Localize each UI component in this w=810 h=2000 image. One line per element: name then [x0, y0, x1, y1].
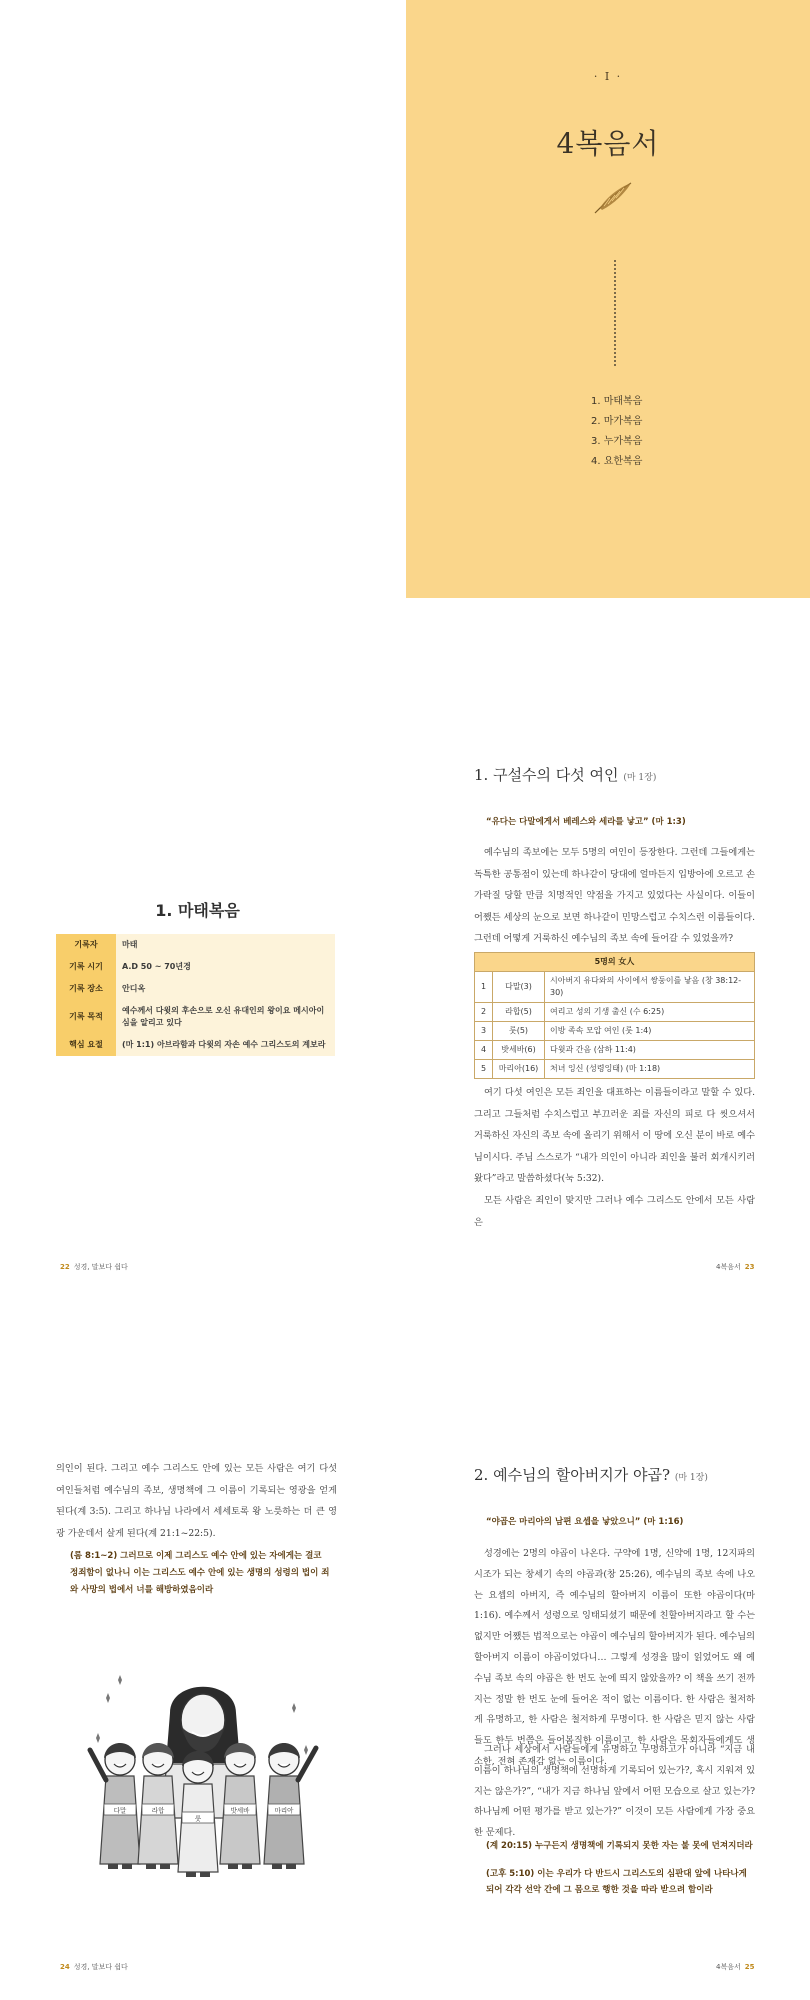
table-row [475, 1041, 755, 1060]
name-tag-label: 다말 [113, 1806, 127, 1815]
book-info-table [56, 934, 335, 1056]
running-title: 4복음서 [716, 1263, 741, 1271]
chapter-cover [406, 0, 810, 598]
name-tag-label: 밧세바 [230, 1806, 250, 1815]
key-verse: (계 20:15) 누구든지 생명책에 기록되지 못한 자는 불 못에 던져지더라 [486, 1841, 753, 1851]
row-number: 3 [475, 1022, 493, 1041]
key-verse: (고후 5:10) 이는 우리가 다 반드시 그리스도의 심판대 앞에 나타나게 되어 각각 선악 간에 그 몸으로 행한 것을 따라 받으려 함이라 [486, 1869, 747, 1895]
info-value: A.D 50 ~ 70년경 [116, 956, 335, 978]
body-paragraph: 성경에는 2명의 야곱이 나온다. 구약에 1명, 신약에 1명, 12지파의 시조가 되는 창세기 속의 야곱과(창 25:26), 예수님의 족보 속에 나오는 요셉의 아버지, 즉 예수님의 할아버지 이름이 또한 야곱이다(마 1:16). 예수께서 성령으로 잉태되셨기 때문에 친할아버지라고 할 수는 없지만 어쨌든 법적으로는 야곱이 예수님의 할아버지가 된다. 예수님의 할아버지 이름이 야곱이었다니… 그렇게 성경을 많이 읽었어도 왜 예수님 족보 속의 야곱은 한 번도 눈에 띄지 않았을까? 이 책을 쓰기 전까지는 정말 한 번도 눈에 들어온 적이 없는 이름이다. 한 사람은 철저하게 유명하고, 한 사람은 철저하게 무명이다. 한 사람은 믿지 않는 사람들도 한두 번쯤은 들어봄직한 이름이고, 한 사람은 목회자들에게도 생소한, 전혀 존재감 없는 이름이다. [474, 1548, 755, 1767]
page-number: 25 [744, 1963, 755, 1971]
section-title-ref: (마 1장) [623, 773, 657, 783]
info-value: (마 1:1) 아브라함과 다윗의 자손 예수 그리스도의 계보라 [116, 1034, 335, 1056]
table-row [56, 934, 335, 956]
book-title-matthew: 1. 마태복음 [155, 901, 240, 920]
chapter-toc [591, 392, 642, 472]
section-title-text: 1. 구설수의 다섯 여인 [474, 766, 619, 784]
woman-foot [286, 1864, 296, 1869]
name-tag-label: 라합 [151, 1806, 165, 1815]
section-title [474, 1464, 708, 1485]
section-title-ref: (마 1장) [674, 1473, 708, 1483]
body-paragraph: 모든 사람은 죄인이 맞지만 그러나 예수 그리스도 안에서 모든 사람은 [474, 1195, 755, 1228]
body-paragraph: 그러나 세상에서 사람들에게 유명하고 무명하고가 아니라 “지금 내 이름이 하나님의 생명책에 선명하게 기록되어 있는가?, 혹시 지워져 있지는 않은가?”, “내가 지금 하나님 앞에서 어떤 모습으로 살고 있는가? 하나님께 어떤 평가를 받고 있는가?” 이것이 모든 사람에게 가장 중요한 문제다. [474, 1744, 755, 1839]
woman-desc: 다윗과 간음 (삼하 11:4) [545, 1041, 755, 1060]
page-number: 22 [60, 1263, 70, 1271]
body-paragraph: 의인이 된다. 그리고 예수 그리스도 안에 있는 모든 사람은 여기 다섯 여인들처럼 예수님의 족보, 생명책에 그 이름이 기록되는 영광을 얻게 된다(계 3:5). 그리고 하나님 나라에서 세세토록 왕 노릇하는 더 큰 영광 가운데서 살게 된다(계 21:1~22:5). [56, 1463, 337, 1539]
woman-desc: 시아버지 유다와의 사이에서 쌍둥이를 낳음 (창 38:12-30) [545, 972, 755, 1003]
table-row [475, 1060, 755, 1079]
table-row [56, 1034, 335, 1056]
table-row [475, 1022, 755, 1041]
info-label: 기록 시기 [56, 956, 116, 978]
table-row [475, 1003, 755, 1022]
woman-foot [160, 1864, 170, 1869]
page-footer [716, 1962, 759, 1972]
woman-dress [264, 1776, 304, 1864]
woman-name: 밧세바(6) [493, 1041, 545, 1060]
woman-dress [220, 1776, 260, 1864]
woman-foot [146, 1864, 156, 1869]
dotted-divider [614, 260, 616, 366]
body-paragraph: 여기 다섯 여인은 모든 죄인을 대표하는 이름들이라고 말할 수 있다. 그리고 그들처럼 수치스럽고 부끄러운 죄를 자신의 피로 다 씻으셔서 거룩하신 자신의 족보 속에 올리기 위해서 이 땅에 오신 분이 바로 예수님이시다. 주님 스스로가 “내가 의인이 아니라 죄인을 불러 회개시키러 왔다”라고 말씀하셨다(눅 5:32). [474, 1087, 755, 1184]
info-value: 안디옥 [116, 978, 335, 1000]
woman-foot [186, 1872, 196, 1877]
people-illustration [80, 1668, 326, 1896]
woman-dress [138, 1776, 178, 1864]
row-number: 2 [475, 1003, 493, 1022]
five-women-table [474, 952, 755, 1079]
table-row [475, 972, 755, 1003]
toc-item[interactable]: 3. 누가복음 [591, 436, 643, 447]
sparkle-icon [106, 1693, 110, 1703]
info-label: 기록 장소 [56, 978, 116, 1000]
table-header: 5명의 女人 [475, 953, 755, 972]
page-footer [716, 1262, 759, 1272]
row-number: 5 [475, 1060, 493, 1079]
woman-desc: 처녀 잉신 (성령잉태) (마 1:18) [545, 1060, 755, 1079]
sparkle-icon [118, 1675, 122, 1685]
name-tag-label: 룻 [194, 1814, 202, 1823]
key-verse: “유다는 다말에게서 베레스와 세라를 낳고” (마 1:3) [486, 817, 686, 827]
section-title [474, 764, 656, 785]
page-number: 24 [60, 1963, 70, 1971]
woman-foot [108, 1864, 118, 1869]
name-tag-label: 마리아 [274, 1806, 294, 1815]
info-value: 예수께서 다윗의 후손으로 오신 유대인의 왕이요 메시아이심을 알리고 있다 [116, 1000, 335, 1034]
table-row [56, 978, 335, 1000]
running-title: 4복음서 [716, 1963, 741, 1971]
row-number: 1 [475, 972, 493, 1003]
woman-dress [100, 1776, 140, 1864]
raised-arm [90, 1750, 106, 1780]
woman-desc: 여리고 성의 기생 출신 (수 6:25) [545, 1003, 755, 1022]
info-label: 기록 목적 [56, 1000, 116, 1034]
woman-foot [228, 1864, 238, 1869]
woman-desc: 이방 족속 모압 여인 (룻 1:4) [545, 1022, 755, 1041]
woman-foot [242, 1864, 252, 1869]
page-footer [56, 1962, 128, 1972]
page-number: 23 [744, 1263, 755, 1271]
feather-icon [592, 180, 634, 216]
toc-item[interactable]: 4. 요한복음 [591, 456, 643, 467]
woman-name: 마리아(16) [493, 1060, 545, 1079]
woman-dress [178, 1784, 218, 1872]
body-paragraph: 예수님의 족보에는 모두 5명의 여인이 등장한다. 그런데 그들에게는 독특한 공통점이 있는데 하나같이 당대에 얼마든지 입방아에 오르고 손가락질 당할 만큼 치명적인 약점을 가지고 있었다는 사실이다. 이들이 어쨌든 세상의 눈으로 보면 하나같이 민망스럽고 수치스런 이름들이다. 그런데 어떻게 거룩하신 예수님의 족보 속에 들어갈 수 있었을까? [474, 847, 755, 944]
raised-arm [298, 1748, 316, 1780]
table-row [56, 1000, 335, 1034]
toc-item[interactable]: 1. 마태복음 [591, 396, 643, 407]
running-title: 성경, 말보다 쉽다 [73, 1963, 128, 1971]
chapter-number: · I · [593, 70, 623, 83]
woman-name: 라합(5) [493, 1003, 545, 1022]
key-verse: (롬 8:1~2) 그러므로 이제 그리스도 예수 안에 있는 자에게는 결코 정죄함이 없나니 이는 그리스도 예수 안에 있는 생명의 성령의 법이 죄와 사망의 법에서 너를 해방하였음이라 [70, 1551, 330, 1595]
woman-foot [122, 1864, 132, 1869]
section-title-text: 2. 예수님의 할아버지가 야곱? [474, 1466, 671, 1484]
sparkle-icon [304, 1745, 308, 1755]
info-label: 기록자 [56, 934, 116, 956]
woman-name: 다말(3) [493, 972, 545, 1003]
table-row [56, 956, 335, 978]
woman-foot [200, 1872, 210, 1877]
running-title: 성경, 말보다 쉽다 [73, 1263, 128, 1271]
page-footer [56, 1262, 128, 1272]
woman-foot [272, 1864, 282, 1869]
chapter-title: 4복음서 [556, 127, 660, 160]
woman-name: 룻(5) [493, 1022, 545, 1041]
sparkle-icon [96, 1733, 100, 1743]
key-verse: “야곱은 마리아의 남편 요셉을 낳았으니” (마 1:16) [486, 1517, 684, 1527]
sparkle-icon [292, 1703, 296, 1713]
info-label: 핵심 요절 [56, 1034, 116, 1056]
toc-item[interactable]: 2. 마가복음 [591, 416, 643, 427]
info-value: 마태 [116, 934, 335, 956]
row-number: 4 [475, 1041, 493, 1060]
